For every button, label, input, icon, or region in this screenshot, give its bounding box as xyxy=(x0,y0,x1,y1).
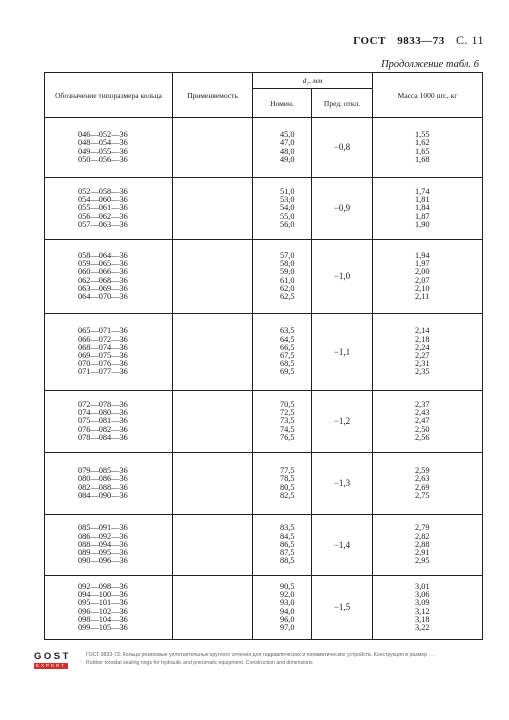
mass-value: 2,56 xyxy=(415,432,430,442)
dimensions-table xyxy=(44,72,483,640)
designation-cell xyxy=(45,178,173,240)
footer-description xyxy=(86,651,498,667)
ring-designation: 054—060—36 xyxy=(78,195,128,205)
nominal-value: 84,5 xyxy=(280,531,295,541)
ring-designation: 076—082—36 xyxy=(78,424,128,434)
footer-line-en: Rubber toroidal sealing rings for hydraulic and pneumatic equipment. Construction and dimensions xyxy=(86,660,313,666)
mass-value: 3,01 xyxy=(415,581,430,591)
ring-designation: 088—094—36 xyxy=(78,539,128,549)
ring-designation: 084—090—36 xyxy=(78,490,128,500)
nominal-value: 68,5 xyxy=(280,359,295,369)
mass-value: 1,90 xyxy=(415,219,430,229)
mass-cell xyxy=(373,576,483,640)
mass-cell xyxy=(373,178,483,240)
mass-value: 1,81 xyxy=(415,195,430,205)
table-row xyxy=(45,576,483,640)
nominal-value: 72,5 xyxy=(280,408,295,418)
mass-value: 2,00 xyxy=(415,267,430,277)
table-body xyxy=(45,118,483,640)
mass-value: 2,07 xyxy=(415,275,430,285)
ring-designation: 065—071—36 xyxy=(78,326,128,336)
ring-designation: 092—098—36 xyxy=(78,581,128,591)
nominal-value: 87,5 xyxy=(280,548,295,558)
header-tolerance: Пред. откл. xyxy=(312,89,373,118)
header-application: Применяемость xyxy=(173,73,253,118)
nominal-value: 73,5 xyxy=(280,416,295,426)
header-nominal: Номин. xyxy=(253,89,312,118)
nominal-value: 61,0 xyxy=(280,275,295,285)
nominal-value: 70,5 xyxy=(280,399,295,409)
nominal-value: 53,0 xyxy=(280,195,295,205)
table-row xyxy=(45,453,483,515)
mass-value: 2,14 xyxy=(415,326,430,336)
tolerance-cell: −1,5 xyxy=(312,576,373,640)
mass-value: 2,82 xyxy=(415,531,430,541)
ring-designation: 095—101—36 xyxy=(78,598,128,608)
ring-designation: 072—078—36 xyxy=(78,399,128,409)
mass-value: 2,11 xyxy=(415,291,430,301)
application-cell xyxy=(173,178,253,240)
nominal-cell xyxy=(253,576,312,640)
tolerance-cell: −1,4 xyxy=(312,515,373,576)
nominal-value: 69,5 xyxy=(280,367,295,377)
nominal-cell xyxy=(253,314,312,391)
application-cell xyxy=(173,314,253,391)
nominal-value: 56,0 xyxy=(280,219,295,229)
gost-expert-logo xyxy=(34,651,71,669)
application-cell xyxy=(173,391,253,453)
nominal-value: 62,0 xyxy=(280,283,295,293)
table-continued-label: Продолжение табл. 6 xyxy=(381,59,479,70)
nominal-cell xyxy=(253,178,312,240)
ring-designation: 068—074—36 xyxy=(78,342,128,352)
page-footer xyxy=(34,650,494,672)
mass-value: 3,18 xyxy=(415,614,430,624)
nominal-value: 67,5 xyxy=(280,351,295,360)
mass-value: 2,18 xyxy=(415,334,430,344)
mass-cell xyxy=(373,314,483,391)
mass-value: 2,79 xyxy=(415,523,430,533)
mass-value: 2,50 xyxy=(415,424,430,434)
ring-designation: 069—075—36 xyxy=(78,351,128,360)
designation-cell xyxy=(45,314,173,391)
nominal-value: 82,5 xyxy=(280,490,295,500)
standard-number: 9833—73 xyxy=(397,35,445,47)
nominal-value: 55,0 xyxy=(280,211,295,221)
mass-value: 2,95 xyxy=(415,556,430,566)
nominal-value: 66,5 xyxy=(280,342,295,352)
mass-value: 2,63 xyxy=(415,474,430,484)
nominal-value: 80,5 xyxy=(280,482,295,492)
table-row xyxy=(45,515,483,576)
nominal-cell xyxy=(253,453,312,515)
mass-value: 1,74 xyxy=(415,186,430,196)
ring-designation: 085—091—36 xyxy=(78,523,128,533)
table-row xyxy=(45,178,483,240)
mass-value: 2,59 xyxy=(415,466,430,476)
nominal-value: 63,5 xyxy=(280,326,295,336)
ring-designation: 064—070—36 xyxy=(78,291,128,301)
nominal-value: 45,0 xyxy=(280,130,295,140)
mass-value: 3,12 xyxy=(415,606,430,616)
ring-designation: 079—085—36 xyxy=(78,466,128,476)
table-row xyxy=(45,240,483,314)
ring-designation: 075—081—36 xyxy=(78,416,128,426)
nominal-value: 94,0 xyxy=(280,606,295,616)
page-header xyxy=(0,33,484,48)
nominal-value: 48,0 xyxy=(280,146,295,156)
tolerance-cell: −1,2 xyxy=(312,391,373,453)
nominal-value: 77,5 xyxy=(280,466,295,476)
nominal-value: 78,5 xyxy=(280,474,295,484)
nominal-value: 92,0 xyxy=(280,590,295,600)
table-row xyxy=(45,391,483,453)
ring-designation: 056—062—36 xyxy=(78,211,128,221)
ring-designation: 046—052—36 xyxy=(78,130,128,140)
ring-designation: 049—055—36 xyxy=(78,146,128,156)
mass-value: 2,27 xyxy=(415,351,430,360)
nominal-value: 74,5 xyxy=(280,424,295,434)
nominal-cell xyxy=(253,515,312,576)
designation-cell xyxy=(45,453,173,515)
ring-designation: 058—064—36 xyxy=(78,250,128,260)
tolerance-cell: −1,3 xyxy=(312,453,373,515)
ring-designation: 057—063—36 xyxy=(78,219,128,229)
logo-text: GOST xyxy=(34,651,71,662)
table-row xyxy=(45,314,483,391)
ring-designation: 094—100—36 xyxy=(78,590,128,600)
nominal-value: 76,5 xyxy=(280,432,295,442)
nominal-value: 93,0 xyxy=(280,598,295,608)
table-row xyxy=(45,118,483,178)
designation-cell xyxy=(45,118,173,178)
footer-line-ru: ГОСТ 9833-73. Кольца резиновые уплотнительные круглого сечения для гидравлических и пневматических устройств. Конструкция и размер . . . xyxy=(86,652,436,658)
nominal-value: 54,0 xyxy=(280,203,295,213)
nominal-value: 57,0 xyxy=(280,250,295,260)
ring-designation: 089—095—36 xyxy=(78,548,128,558)
ring-designation: 066—072—36 xyxy=(78,334,128,344)
ring-designation: 086—092—36 xyxy=(78,531,128,541)
nominal-value: 51,0 xyxy=(280,186,295,196)
designation-cell xyxy=(45,240,173,314)
designation-cell xyxy=(45,391,173,453)
mass-value: 2,10 xyxy=(415,283,430,293)
mass-value: 2,31 xyxy=(415,359,430,369)
application-cell xyxy=(173,118,253,178)
mass-value: 1,68 xyxy=(415,154,430,164)
ring-designation: 050—056—36 xyxy=(78,154,128,164)
nominal-value: 96,0 xyxy=(280,614,295,624)
ring-designation: 063—069—36 xyxy=(78,283,128,293)
application-cell xyxy=(173,240,253,314)
application-cell xyxy=(173,515,253,576)
nominal-value: 58,0 xyxy=(280,259,295,269)
ring-designation: 099—105—36 xyxy=(78,622,128,632)
mass-value: 1,94 xyxy=(415,250,430,260)
ring-designation: 090—096—36 xyxy=(78,556,128,566)
ring-designation: 098—104—36 xyxy=(78,614,128,624)
header-designation: Обозначение типоразмера кольца xyxy=(45,73,173,118)
mass-value: 3,09 xyxy=(415,598,430,608)
mass-cell xyxy=(373,240,483,314)
nominal-value: 64,5 xyxy=(280,334,295,344)
mass-cell xyxy=(373,391,483,453)
mass-value: 2,35 xyxy=(415,367,430,377)
ring-designation: 080—086—36 xyxy=(78,474,128,484)
mass-value: 2,75 xyxy=(415,490,430,500)
ring-designation: 096—102—36 xyxy=(78,606,128,616)
nominal-value: 62,5 xyxy=(280,291,295,301)
header-mass: Масса 1000 шт., кг xyxy=(373,73,483,118)
ring-designation: 082—088—36 xyxy=(78,482,128,492)
standard-label: ГОСТ xyxy=(353,35,386,47)
ring-designation: 052—058—36 xyxy=(78,186,128,196)
ring-designation: 060—066—36 xyxy=(78,267,128,277)
tolerance-cell: −1,0 xyxy=(312,240,373,314)
tolerance-cell: −0,8 xyxy=(312,118,373,178)
ring-designation: 070—076—36 xyxy=(78,359,128,369)
application-cell xyxy=(173,453,253,515)
ring-designation: 048—054—36 xyxy=(78,138,128,148)
header-d1: d₁, мм xyxy=(253,73,373,89)
ring-designation: 078—084—36 xyxy=(78,432,128,442)
ring-designation: 071—077—36 xyxy=(78,367,128,377)
mass-value: 2,88 xyxy=(415,539,430,549)
nominal-cell xyxy=(253,391,312,453)
mass-value: 1,65 xyxy=(415,146,430,156)
application-cell xyxy=(173,576,253,640)
designation-cell xyxy=(45,576,173,640)
nominal-value: 97,0 xyxy=(280,622,295,632)
nominal-value: 47,0 xyxy=(280,138,295,148)
mass-value: 1,84 xyxy=(415,203,430,213)
page-number: С. 11 xyxy=(455,33,484,47)
nominal-cell xyxy=(253,118,312,178)
mass-value: 3,22 xyxy=(415,622,430,632)
tolerance-cell: −0,9 xyxy=(312,178,373,240)
mass-value: 2,37 xyxy=(415,399,430,409)
mass-value: 1,87 xyxy=(415,211,430,221)
ring-designation: 059—065—36 xyxy=(78,259,128,269)
designation-cell xyxy=(45,515,173,576)
mass-value: 1,97 xyxy=(415,259,430,269)
mass-value: 2,43 xyxy=(415,408,430,418)
mass-value: 1,62 xyxy=(415,138,430,148)
ring-designation: 062—068—36 xyxy=(78,275,128,285)
nominal-value: 86,5 xyxy=(280,539,295,549)
mass-value: 2,91 xyxy=(415,548,430,558)
nominal-value: 90,5 xyxy=(280,581,295,591)
nominal-value: 83,5 xyxy=(280,523,295,533)
nominal-value: 49,0 xyxy=(280,154,295,164)
nominal-value: 88,5 xyxy=(280,556,295,566)
mass-cell xyxy=(373,118,483,178)
mass-value: 2,24 xyxy=(415,342,430,352)
mass-cell xyxy=(373,515,483,576)
mass-value: 2,69 xyxy=(415,482,430,492)
mass-value: 2,47 xyxy=(415,416,430,426)
nominal-value: 59,0 xyxy=(280,267,295,277)
mass-value: 1,55 xyxy=(415,130,430,140)
ring-designation: 074—080—36 xyxy=(78,408,128,418)
ring-designation: 055—061—36 xyxy=(78,203,128,213)
logo-subtext: EXPERT xyxy=(34,663,68,669)
nominal-cell xyxy=(253,240,312,314)
mass-cell xyxy=(373,453,483,515)
tolerance-cell: −1,1 xyxy=(312,314,373,391)
mass-value: 3,06 xyxy=(415,590,430,600)
